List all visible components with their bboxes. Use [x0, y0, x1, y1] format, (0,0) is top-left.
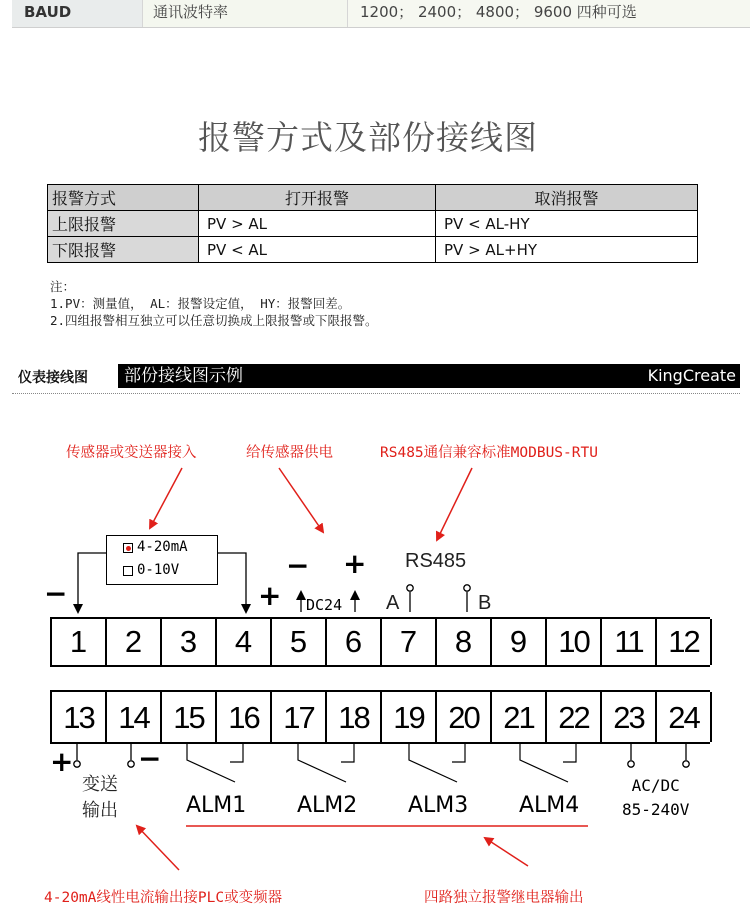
terminal-4: 4 — [217, 619, 272, 665]
arrow-relay — [485, 838, 528, 866]
minus-sign-input: − — [44, 577, 68, 610]
terminal-11: 11 — [602, 619, 657, 665]
terminal-1: 1 — [52, 619, 107, 665]
term-13-dot — [74, 761, 80, 767]
relay-1-fixed — [230, 744, 243, 762]
terminal-16: 16 — [217, 692, 272, 742]
terminal-2: 2 — [107, 619, 162, 665]
term-14-dot — [128, 761, 134, 767]
option-0-10v-label: 0-10V — [137, 562, 180, 578]
alarm-2-label: ALM2 — [297, 793, 358, 818]
relay-3-fixed — [452, 744, 465, 762]
alarm-3-label: ALM3 — [408, 793, 469, 818]
terminal-18: 18 — [327, 692, 382, 742]
plus-sign-output: + — [50, 745, 74, 778]
arrow-power — [279, 468, 323, 532]
relay-2-contact — [298, 744, 346, 782]
terminal-3: 3 — [162, 619, 217, 665]
rs485-b-label: B — [478, 592, 492, 614]
power-line-1: AC/DC — [631, 776, 680, 795]
transmit-output-label — [82, 772, 118, 824]
row-label: 上限报警 — [48, 211, 199, 237]
page-title: 报警方式及部份接线图 — [198, 118, 538, 157]
terminal-6: 6 — [327, 619, 382, 665]
terminal-23: 23 — [602, 692, 657, 742]
row-on: PV < AL — [199, 237, 436, 263]
rs485-label: RS485 — [405, 550, 467, 572]
terminal-14: 14 — [107, 692, 162, 742]
terminal-17: 17 — [272, 692, 327, 742]
term-a-dot — [407, 585, 413, 591]
terminal-7: 7 — [382, 619, 437, 665]
transmit-line-2: 输出 — [82, 800, 118, 821]
terminal-row-top — [50, 617, 710, 667]
terminal-10: 10 — [547, 619, 602, 665]
arrow-sensor — [150, 468, 182, 528]
annotation-rs485: RS485通信兼容标准MODBUS-RTU — [380, 445, 598, 461]
relay-1-contact — [187, 744, 235, 782]
alarm-1-label: ALM1 — [186, 793, 247, 818]
terminal-15: 15 — [162, 692, 217, 742]
term-24-dot — [683, 761, 689, 767]
transmit-line-1: 变送 — [82, 774, 118, 795]
terminal-row-bottom — [50, 690, 710, 744]
header-mode: 报警方式 — [48, 185, 199, 211]
minus-sign-output: − — [138, 742, 162, 775]
terminal-9: 9 — [492, 619, 547, 665]
option-4-20ma-checkbox — [123, 543, 133, 553]
notes-line-2: 2.四组报警相互独立可以任意切换成上限报警或下限报警。 — [50, 313, 378, 328]
selected-dot-icon — [126, 546, 131, 551]
alarm-4-label: ALM4 — [519, 793, 580, 818]
terminal-5: 5 — [272, 619, 327, 665]
relay-4-fixed — [563, 744, 576, 762]
annotation-sensor: 传感器或变送器接入 — [66, 445, 197, 461]
terminal-8: 8 — [437, 619, 492, 665]
annotation-relay-output: 四路独立报警继电器输出 — [424, 890, 584, 906]
input-type-box — [106, 535, 218, 585]
row-on: PV > AL — [199, 211, 436, 237]
terminal-24: 24 — [657, 692, 712, 742]
option-4-20ma-label: 4-20mA — [137, 539, 188, 555]
section-label: 仪表接线图 — [18, 370, 88, 386]
row-off: PV > AL+HY — [436, 237, 698, 263]
notes-head: 注： — [50, 279, 76, 294]
wire-term-4 — [218, 553, 246, 612]
row-label: 下限报警 — [48, 237, 199, 263]
term-23-dot — [628, 761, 634, 767]
dc24-label: DC24 — [306, 596, 343, 614]
brand-name: KingCreate — [647, 366, 736, 385]
minus-sign-dc: − — [286, 549, 310, 582]
row-off: PV < AL-HY — [436, 211, 698, 237]
option-0-10v-checkbox — [123, 566, 133, 576]
relay-4-contact — [520, 744, 568, 782]
terminal-22: 22 — [547, 692, 602, 742]
arrow-current — [137, 826, 179, 870]
relay-2-fixed — [341, 744, 354, 762]
header-on: 打开报警 — [199, 185, 436, 211]
annotation-power: 给传感器供电 — [246, 445, 333, 461]
param-name: 通讯波特率 — [142, 0, 358, 27]
terminal-19: 19 — [382, 692, 437, 742]
wire-term-1 — [78, 553, 106, 612]
section-bar-title: 部份接线图示例 — [124, 366, 243, 386]
terminal-12: 12 — [657, 619, 712, 665]
annotation-current-output: 4-20mA线性电流输出接PLC或变频器 — [44, 890, 283, 906]
arrow-rs485 — [437, 468, 472, 540]
param-desc: 1200； 2400； 4800； 9600 四种可选 — [347, 0, 750, 27]
notes-line-1: 1.PV：测量值， AL：报警设定值， HY：报警回差。 — [50, 296, 351, 311]
relay-3-contact — [409, 744, 457, 782]
header-off: 取消报警 — [436, 185, 698, 211]
plus-sign-dc: + — [343, 547, 367, 580]
power-supply-label — [622, 774, 689, 822]
rs485-a-label: A — [386, 592, 400, 614]
term-b-dot — [464, 585, 470, 591]
terminal-13: 13 — [52, 692, 107, 742]
terminal-20: 20 — [437, 692, 492, 742]
param-code: BAUD — [12, 0, 142, 27]
plus-sign-input: + — [258, 579, 282, 612]
power-line-2: 85-240V — [622, 800, 690, 819]
terminal-21: 21 — [492, 692, 547, 742]
